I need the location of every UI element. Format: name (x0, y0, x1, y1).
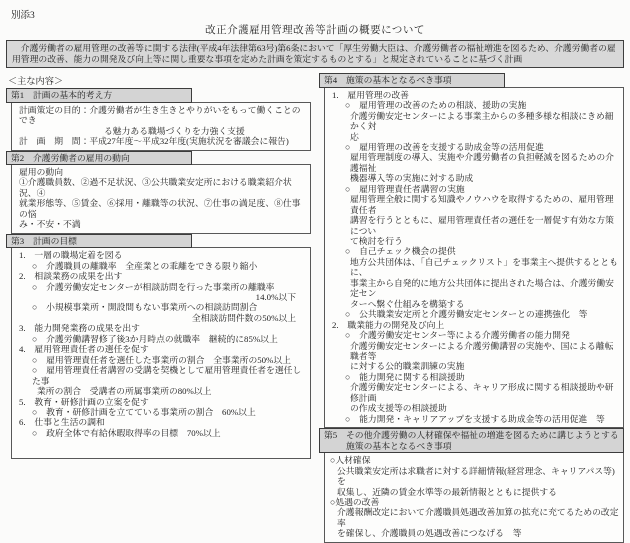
text-line: 収集し、近隣の賃金水準等の最新情報とともに提供する (337, 486, 557, 497)
text-line: ○ 政府全体で有給休暇取得率の目標 70%以上 (32, 427, 221, 438)
section-body-sec2 (11, 164, 311, 234)
text-line: 応 (350, 131, 359, 142)
text-line: み・不安・不満 (19, 219, 81, 230)
text-line: 事業主から自発的に地方公共団体に提出された場合は、介護労働安定セン (350, 277, 614, 299)
two-column-layout (6, 73, 624, 543)
text-line: 介護労働安定センターによる介護労働講習の実施や、国による離転職者等 (350, 340, 614, 362)
text-line: 計 画 期 間：平成27年度～平成32年度(実施状況を審議会に報告) (19, 136, 289, 147)
section-header-sec1: 第1 計画の基本的考え方 (6, 88, 192, 103)
section-sec3 (6, 234, 311, 460)
text-line: の作成支援等の相談援助 (350, 403, 447, 414)
intro-box: 介護労働者の雇用管理の改善等に関する法律(平成4年法律第63号)第6条において「厚生労働大臣は、介護労働者の福祉増進を図るため、介護労働者の雇用管理の改善、能力の開発及び向上等に関し重要な事項を定めた計画を策定するものとする」と規定されていることに基づく計画 (6, 40, 624, 68)
text-line: ○ 雇用管理責任者を選任した事業所の割合 全事業所の50%以上 (32, 354, 291, 365)
text-line: 就業形態等、⑤賃金、⑥採用・離職等の状況、⑦仕事の満足度、⑧仕事の悩 (19, 198, 301, 219)
text-line: る魅力ある職場づくりを力強く支援 (104, 125, 245, 136)
right-column (319, 73, 624, 543)
text-line: ○人材確保 (330, 455, 371, 466)
text-line: て検討を行う (350, 236, 403, 247)
text-line: ○ 雇用管理の改善のための相談、援助の実施 (345, 100, 527, 111)
text-line: 6. 仕事と生活の調和 (19, 417, 105, 428)
text-line: 雇用の動向 (19, 167, 63, 177)
text-line: ターへ繋ぐ仕組みを構築する (350, 298, 465, 309)
section-header-sec3: 第3 計画の目標 (6, 234, 192, 249)
text-line: 介護報酬改定において介護職員処遇改善加算の拡充に充てるための改定率 (337, 507, 619, 528)
doc-attachment-label: 別添3 (11, 11, 35, 21)
section-body-sec4 (324, 87, 624, 429)
left-column (6, 73, 311, 459)
text-line: 計画策定の目的：介護労働者が生き生きとやりがいをもって働くことのでき (19, 104, 301, 126)
text-line: 雇用管理制度の導入、実施や介護労働者の負担軽減を図るための介護福祉 (350, 152, 614, 173)
text-line: 2. 相談業務の成果を出す (19, 271, 123, 282)
section-body-sec1 (11, 102, 311, 151)
text-line: ○ 能力開発・キャリアアップを支援する助成金等の活用促進 等 (345, 413, 605, 424)
text-line: 講習を行うとともに、雇用管理責任者の選任を一層促す有効な方策につい (350, 215, 614, 236)
section-header-sec4: 第4 施策の基本となるべき事項 (319, 73, 505, 88)
text-line: ○ 雇用管理の改善を支援する助成金等の活用促進 (345, 141, 544, 152)
text-line: 地方公共団体は、「自己チェックリスト」を事業主へ提供するとともに、 (350, 256, 618, 278)
text-line: 介護労働安定センターによる事業主からの多種多様な相談にきめ細かく対 (350, 110, 614, 132)
section-header-sec2: 第2 介護労働者の雇用の動向 (6, 151, 192, 166)
text-line: 公共職業安定所は求職者に対する詳細情報(経営理念、キャリアパス等)を (337, 465, 615, 487)
section-sec2 (6, 151, 311, 234)
text-line: 4. 雇用管理責任者の選任を促す (19, 344, 149, 355)
text-line: ○ 雇用管理責任者講習の受講を契機として雇用管理責任者を選任した事 (32, 365, 302, 386)
text-line: 2. 職業能力の開発及び向上 (332, 319, 445, 330)
text-line: に対する公的職業訓練の実施 (350, 361, 465, 372)
text-line: 3. 能力開発業務の成果を出す (19, 323, 140, 334)
text-line: ○ 能力開発に関する相談援助 (345, 371, 465, 382)
text-line: を確保し、介護職員の処遇改善につなげる 等 (337, 528, 522, 539)
section-sec4 (319, 73, 624, 428)
text-line: ○ 介護労働安定センターが相談訪問を行った事業所の離職率 (32, 281, 275, 292)
text-line: ○ 教育・研修計画を立てている事業所の割合 60%以上 (32, 407, 256, 418)
text-line: 業所の割合 受講者の所属事業所の80%以上 (37, 386, 212, 397)
text-line: ①介護職員数、②過不足状況、③公共職業安定所における職業紹介状況、④ (19, 177, 292, 198)
text-line: ○ 介護労働安定センター等による介護労働者の能力開発 (345, 330, 570, 341)
section-header-sec5: 第5 その他介護労働の人材確保や福祉の増進を図るために講じようとする施策の基本となるべき事項 (319, 428, 624, 453)
contents-label: ＜主な内容＞ (8, 76, 64, 87)
text-line: ○ 介護職員の離職率 全産業との乖離をできる限り縮小 (32, 260, 258, 271)
text-line: 14.0%以下 (255, 292, 296, 303)
text-line: 機器導入等の実施に対する助成 (350, 173, 474, 184)
section-body-sec3 (11, 247, 311, 459)
section-body-sec5 (324, 452, 624, 543)
section-sec1 (6, 88, 311, 150)
text-line: ○処遇の改善 (330, 497, 380, 507)
text-line: 5. 教育・研修計画の立案を促す (19, 396, 149, 407)
text-line: 介護労働安定センターによる、キャリア形成に関する相談援助や研修計画 (350, 382, 614, 403)
text-line: ○ 公共職業安定所と介護労働安定センターとの連携強化 等 (345, 309, 588, 320)
text-line: ○ 自己チェック機会の提供 (345, 246, 456, 257)
text-line: ○ 介護労働講習修了後3か月時点の就職率 継続的に85%以上 (32, 333, 278, 344)
text-line: 全相談訪問件数の50%以上 (191, 312, 296, 323)
page-title: 改正介護雇用管理改善等計画の概要について (205, 25, 425, 36)
text-line: ○ 小規模事業所・開設間もない事業所への相談訪問割合 (32, 302, 258, 313)
text-line: 1. 雇用管理の改善 (332, 89, 409, 100)
text-line: 雇用管理全般に関する知識やノウハウを取得するための、雇用管理責任者 (350, 194, 614, 215)
section-sec5 (319, 428, 624, 543)
text-line: 1. 一層の職場定着を図る (19, 250, 123, 261)
text-line: ○ 雇用管理責任者講習の実施 (345, 183, 465, 194)
